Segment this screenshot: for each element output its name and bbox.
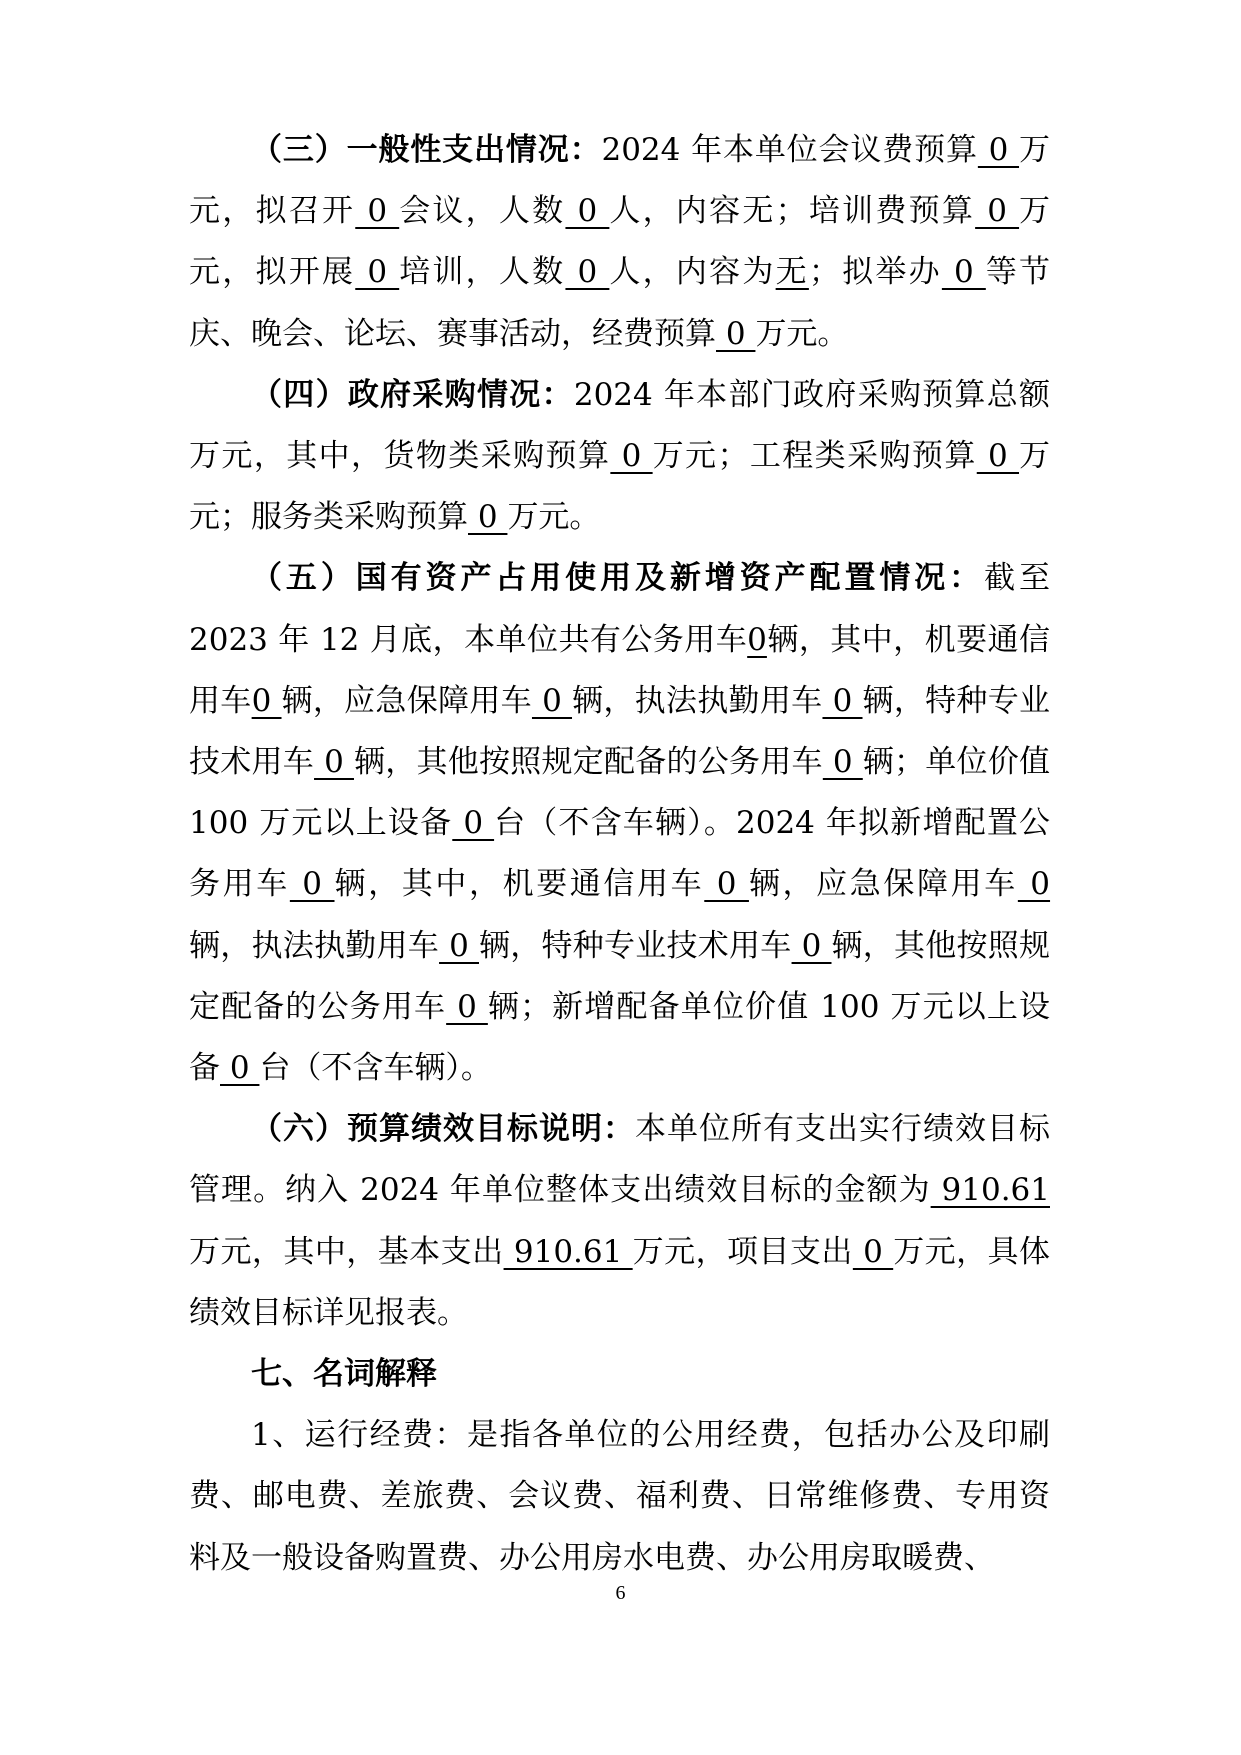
text: 万元。 — [507, 499, 601, 536]
text: 万元，拟开展 — [189, 193, 1051, 291]
underlined-value: 0 — [452, 805, 495, 842]
underlined-value: 0 — [565, 254, 610, 291]
underlined-value: 0 — [976, 438, 1020, 475]
underlined-value: 0 — [565, 193, 610, 230]
heading-performance-goals: （六）预算绩效目标说明： — [251, 1111, 635, 1148]
underlined-value: 0 — [355, 193, 400, 230]
text: 会议，人数 — [399, 193, 566, 230]
paragraph-glossary-operating-expenses: 1、运行经费：是指各单位的公用经费，包括办公及印刷费、邮电费、差旅费、会议费、福利费、日常维修费、专用资料及一般设备购置费、办公用房水电费、办公用房取暖费、 — [189, 1417, 1050, 1576]
text: 辆，其他按照规定配备的公务用车 — [353, 744, 823, 781]
text: 万元；工程类采购预算 — [652, 438, 977, 475]
underlined-value: 0 — [610, 438, 653, 475]
text: 等节庆、晚会、论坛、赛事活动，经费预算 — [189, 254, 1051, 352]
underlined-value: 0 — [531, 682, 573, 719]
text: 辆，其中，机要通信用车 — [334, 866, 705, 903]
underlined-value: 0 — [439, 927, 479, 964]
underlined-value: 0 — [289, 866, 335, 903]
heading-state-assets: （五）国有资产占用使用及新增资产配置情况： — [251, 560, 985, 597]
text: 万元。 — [755, 315, 849, 352]
heading-government-procurement: （四）政府采购情况： — [251, 376, 574, 413]
underlined-value: 0 — [977, 132, 1020, 168]
text: 辆，执法执勤用车 — [189, 927, 440, 964]
underlined-value: 0 — [716, 315, 756, 352]
text: 辆，其中，机要通信用车 — [189, 621, 1050, 719]
text: 万元，其中，基本支出 — [189, 1233, 504, 1270]
underlined-value: 0 — [975, 193, 1020, 230]
text: 人，内容无；培训费预算 — [609, 193, 976, 230]
page-number: 6 — [615, 1582, 626, 1604]
underlined-value: 0 — [791, 927, 832, 964]
underlined-value: 910.61 — [503, 1233, 633, 1270]
underlined-value: 0 — [941, 254, 986, 291]
paragraph-general-expenditure — [189, 120, 1050, 365]
underlined-value: 无 — [775, 254, 809, 291]
underlined-value: 0 — [1017, 866, 1051, 903]
text: 辆，执法执勤用车 — [572, 682, 823, 719]
text: 人，内容为 — [609, 254, 776, 291]
underlined-value: 0 — [468, 499, 508, 536]
text: 万元，拟召开 — [189, 132, 1051, 230]
paragraph-state-assets — [189, 548, 1050, 1099]
underlined-value: 0 — [822, 744, 863, 781]
text: 2024 年本部门政府采购预算总额万元，其中，货物类采购预算 — [189, 376, 1050, 475]
text: 辆；单位价值 100 万元以上设备 — [189, 744, 1051, 842]
underlined-value: 0 — [355, 254, 400, 291]
text: 辆；新增配备单位价值 100 万元以上设备 — [189, 988, 1050, 1087]
underlined-value: 0 — [704, 866, 749, 903]
text: 台（不含车辆）。2024 年拟新增配置公务用车 — [189, 805, 1050, 903]
text: 万元，项目支出 — [632, 1233, 853, 1270]
underlined-value: 0 — [314, 744, 354, 781]
underlined-value: 0 — [852, 1233, 894, 1270]
underlined-value: 0 — [822, 682, 863, 719]
page-content — [189, 120, 1050, 1589]
underlined-value: 910.61 — [930, 1172, 1050, 1209]
text: 辆，特种专业技术用车 — [479, 927, 792, 964]
text: 2024 年本单位会议费预算 — [601, 132, 978, 168]
text: 台（不含车辆）。 — [259, 1050, 492, 1087]
heading-general-expenditure: （三）一般性支出情况： — [251, 132, 602, 168]
underlined-value: 0 — [747, 621, 767, 658]
text: 截至 2023 年 12 月底，本单位共有公务用车 — [189, 560, 1051, 658]
underlined-value: 0 — [220, 1050, 260, 1087]
paragraph-government-procurement — [189, 365, 1050, 549]
text: 万元；服务类采购预算 — [189, 438, 1051, 536]
text: 辆，特种专业技术用车 — [189, 682, 1051, 781]
text: 万元，具体绩效目标详见报表。 — [189, 1233, 1051, 1331]
paragraph-performance-goals — [189, 1099, 1050, 1344]
text: 辆，应急保障用车 — [748, 866, 1018, 903]
text: ；拟举办 — [808, 254, 942, 291]
underlined-value: 0 — [251, 682, 282, 719]
underlined-value: 0 — [446, 988, 488, 1025]
text: 辆，其他按照规定配备的公务用车 — [189, 927, 1051, 1025]
text: 本单位所有支出实行绩效目标管理。纳入 2024 年单位整体支出绩效目标的金额为 — [189, 1111, 1050, 1209]
section-heading-glossary: 七、名词解释 — [251, 1356, 437, 1393]
text: 辆，应急保障用车 — [281, 682, 532, 719]
text: 培训，人数 — [399, 254, 566, 291]
